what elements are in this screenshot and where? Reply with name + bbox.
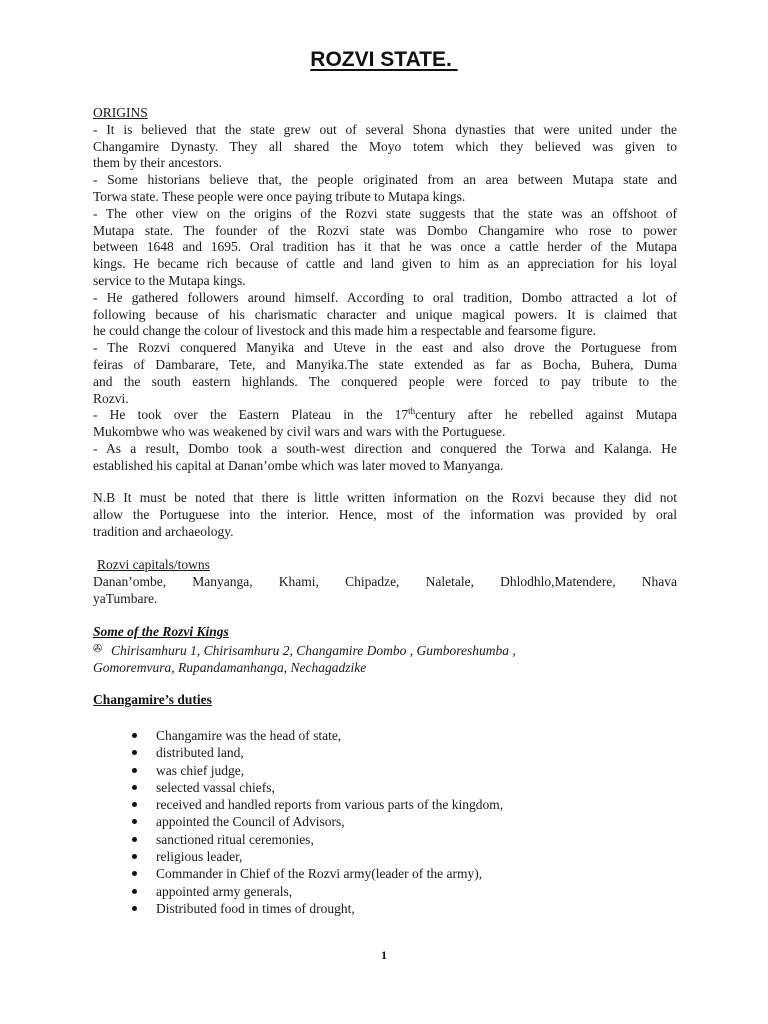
kings-line-1	[93, 641, 677, 659]
duty-item	[130, 779, 503, 796]
duty-item	[130, 848, 503, 865]
plateau-superscript: th	[408, 406, 416, 417]
bullet-icon	[132, 889, 137, 894]
text-line: Danan’ombe, Manyanga, Khami, Chipadze, Naletale, Dhlodhlo,Matendere, Nhava	[93, 573, 677, 589]
bullet-icon	[132, 871, 137, 876]
duties-list	[130, 727, 503, 917]
text-line: - Some historians believe that, the people originated from an area between Mutapa state and	[93, 172, 677, 188]
nb-note	[93, 490, 677, 540]
duty-item	[130, 762, 503, 779]
bullet-icon	[132, 819, 137, 824]
scissors-icon: ✇	[93, 643, 103, 655]
plateau-text-after: century after he rebelled against Mutapa	[415, 407, 677, 423]
bullet-icon	[132, 733, 137, 738]
bullet-icon	[132, 854, 137, 859]
text-line: Rozvi.	[93, 390, 129, 406]
page-number: 1	[381, 948, 387, 962]
kings-names-1: Chirisamhuru 1, Chirisamhuru 2, Changamire Dombo , Gumboreshumba ,	[111, 643, 516, 658]
text-line: them by their ancestors.	[93, 155, 222, 171]
bullet-icon	[132, 768, 137, 773]
text-line: - He gathered followers around himself. According to oral tradition, Dombo attracted a lot of	[93, 289, 677, 305]
bullet-icon	[132, 837, 137, 842]
duty-text: appointed the Council of Advisors,	[156, 814, 345, 830]
text-line: between 1648 and 1695. Oral tradition has it that he was once a cattle herder of the Mutapa	[93, 239, 677, 255]
duty-text: appointed army generals,	[156, 883, 293, 899]
duty-item	[130, 813, 503, 830]
capitals-heading: Rozvi capitals/towns	[97, 557, 210, 572]
text-line: - The Rozvi conquered Manyika and Uteve in the east and also drove the Portuguese from	[93, 340, 677, 356]
kings-list	[93, 641, 677, 676]
capitals-list	[93, 574, 677, 608]
duty-text: received and handled reports from various parts of the kingdom,	[156, 797, 504, 813]
text-line: allow the Portuguese into the interior. Hence, most of the information was provided by oral	[93, 506, 677, 522]
origins-paragraph	[93, 122, 677, 408]
text-line: - As a result, Dombo took a south-west direction and conquered the Torwa and Kalanga. He	[93, 440, 677, 456]
text-line: established his capital at Danan’ombe which was later moved to Manyanga.	[93, 457, 504, 473]
origins-paragraph-end	[93, 424, 677, 474]
origins-section	[93, 105, 677, 475]
duty-item	[130, 831, 503, 848]
nb-note-lines	[93, 490, 677, 540]
duty-item	[130, 744, 503, 761]
capitals-section	[93, 557, 677, 607]
bullet-icon	[132, 802, 137, 807]
document-title: ROZVI STATE.	[310, 48, 458, 71]
origins-plateau-line	[93, 407, 677, 424]
duty-text: Distributed food in times of drought,	[156, 900, 355, 916]
text-line: Mukombwe who was weakened by civil wars and wars with the Portuguese.	[93, 424, 506, 440]
duty-item	[130, 727, 503, 744]
text-line: he could change the colour of livestock and this made him a respectable and fearsome figure.	[93, 323, 597, 339]
duty-text: sanctioned ritual ceremonies,	[156, 831, 314, 847]
text-line: Torwa state. These people were once paying tribute to Mutapa kings.	[93, 188, 466, 204]
duty-text: distributed land,	[156, 745, 244, 761]
text-line: tradition and archaeology.	[93, 523, 234, 539]
text-line: Mutapa state. The founder of the Rozvi state was Dombo Changamire who rose to power	[93, 222, 677, 238]
text-line: N.B It must be noted that there is little written information on the Rozvi because they did not	[93, 490, 677, 505]
duty-text: Changamire was the head of state,	[156, 728, 342, 743]
bullet-icon	[132, 750, 137, 755]
bullet-icon	[132, 785, 137, 790]
text-line: yaTumbare.	[93, 590, 158, 606]
kings-line-2: Gomoremvura, Rupandamanhanga, Nechagadzike	[93, 660, 367, 675]
text-line: and the south eastern highlands. The conquered people were forced to pay tribute to the	[93, 373, 677, 389]
duty-item	[130, 883, 503, 900]
text-line: Changamire Dynasty. They all shared the Moyo totem which they believed was given to	[93, 138, 677, 154]
duty-text: was chief judge,	[156, 762, 245, 778]
text-line: service to the Mutapa kings.	[93, 272, 246, 288]
duty-item	[130, 796, 503, 813]
plateau-text-before: - He took over the Eastern Plateau in the 17	[93, 407, 409, 423]
duty-text: selected vassal chiefs,	[156, 779, 275, 795]
text-line: kings. He became rich because of cattle and land given to him as an appreciation for his loyal	[93, 256, 677, 272]
duty-item	[130, 865, 503, 882]
text-line: following because of his charismatic character and unique magical powers. It is claimed that	[93, 306, 677, 322]
text-line: - The other view on the origins of the Rozvi state suggests that the state was an offshoot of	[93, 205, 677, 221]
duty-item	[130, 900, 503, 917]
bullet-icon	[132, 906, 137, 911]
text-line: - It is believed that the state grew out of several Shona dynasties that were united under the	[93, 121, 677, 137]
kings-heading: Some of the Rozvi Kings	[93, 624, 229, 639]
origins-heading: ORIGINS	[93, 105, 148, 120]
duties-heading: Changamire’s duties	[93, 692, 212, 707]
duty-text: religious leader,	[156, 849, 243, 865]
duty-text: Commander in Chief of the Rozvi army(leader of the army),	[156, 866, 483, 882]
text-line: feiras of Dambarare, Tete, and Manyika.The state extended as far as Bocha, Buhera, Duma	[93, 356, 677, 372]
